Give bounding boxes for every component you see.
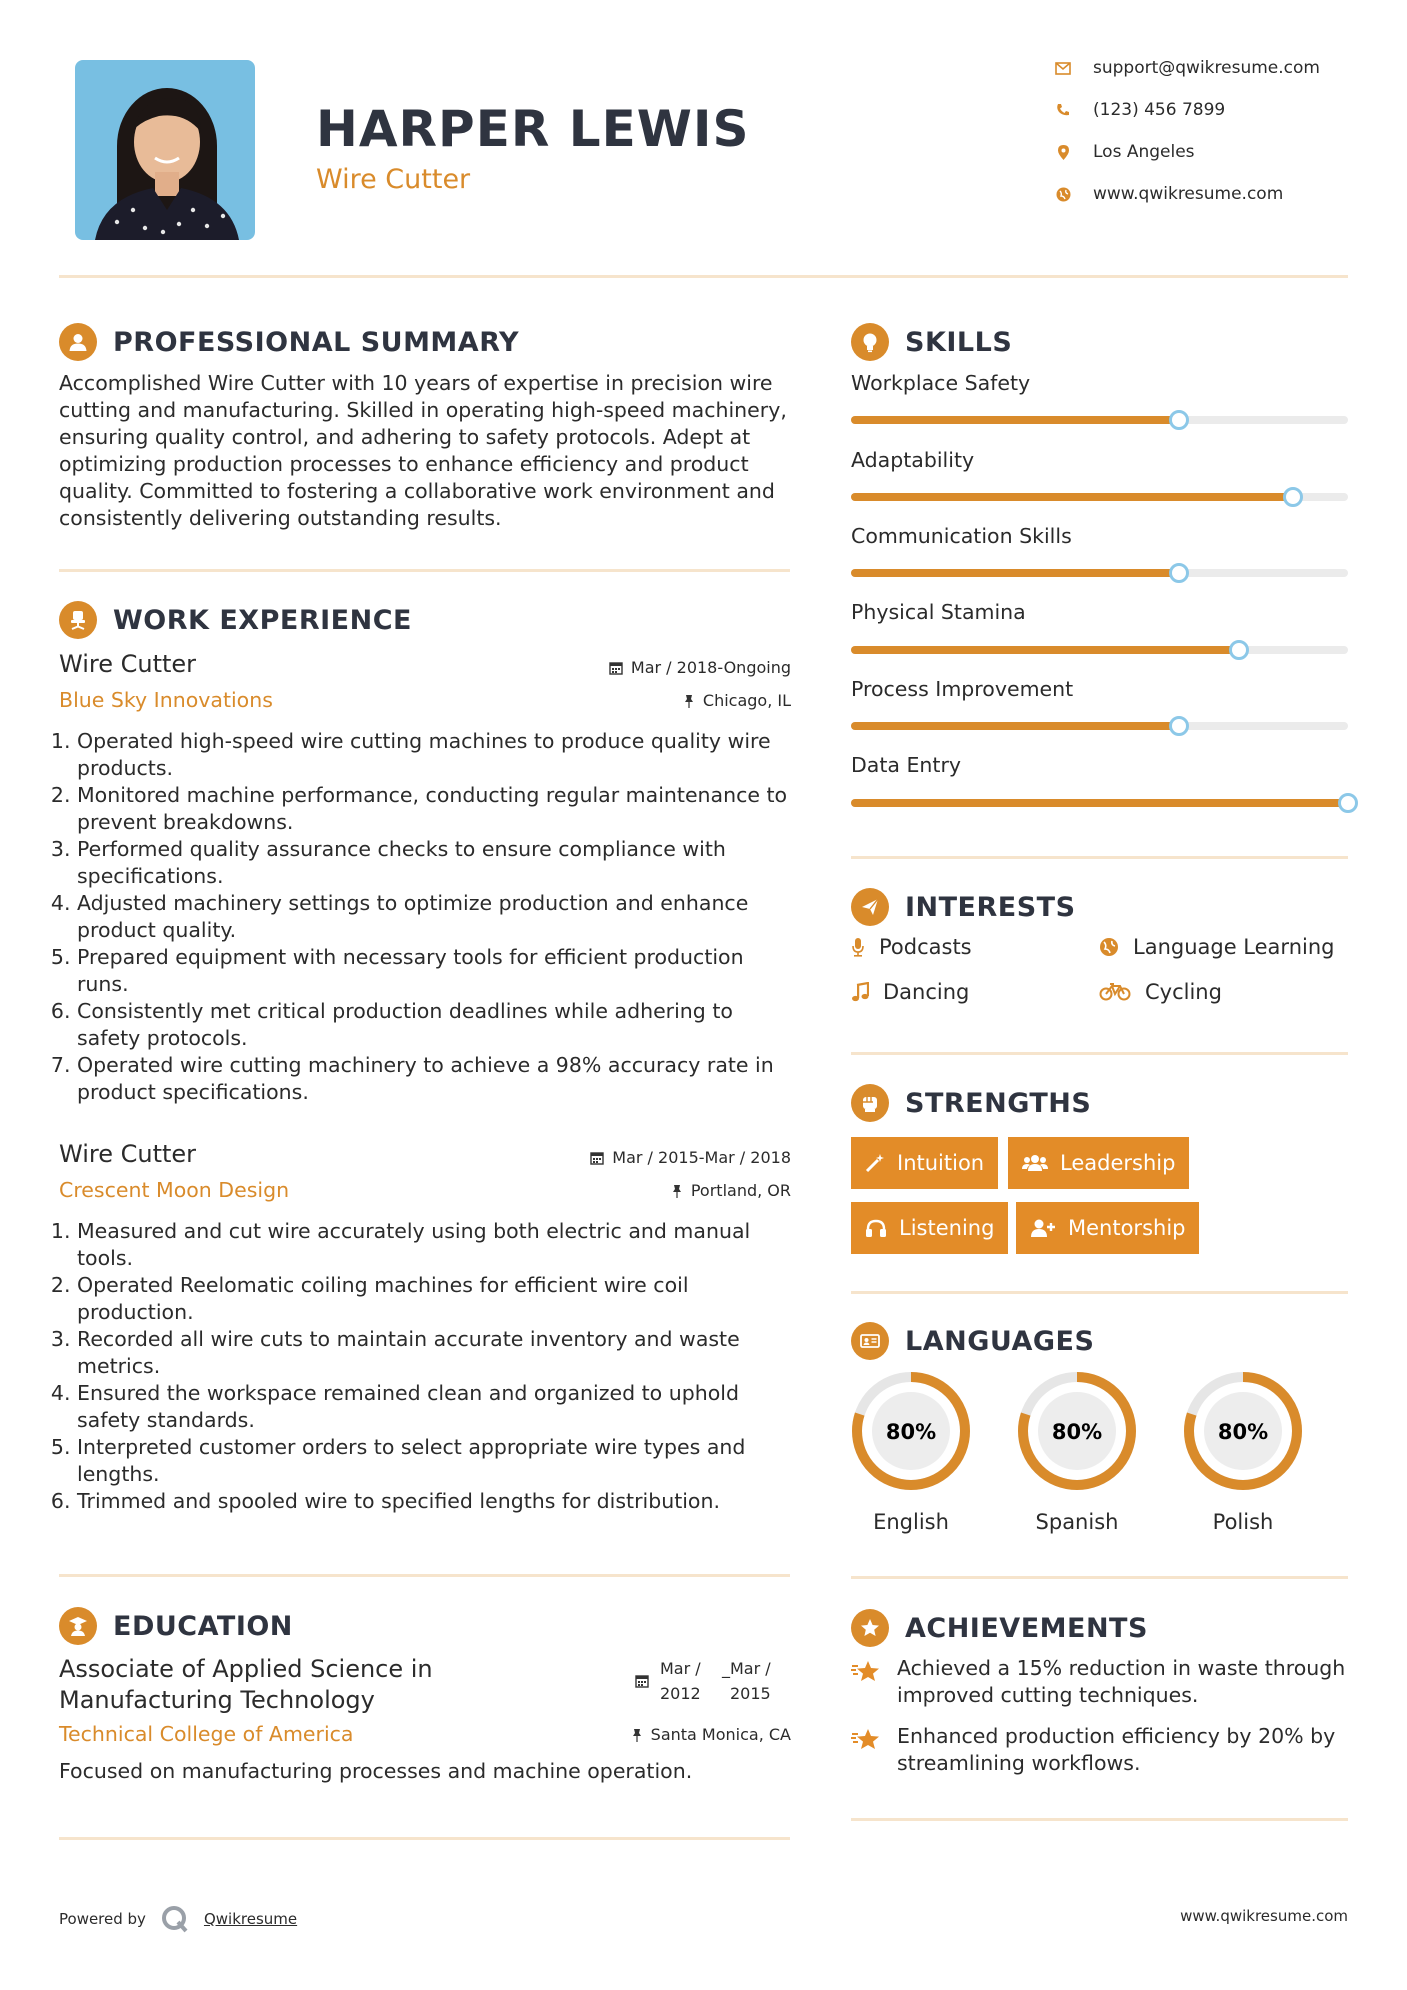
summary-heading-text: PROFESSIONAL SUMMARY (113, 326, 520, 358)
languages-heading (851, 1322, 1094, 1360)
achievement-item (851, 1723, 1348, 1777)
language-ring (848, 1368, 974, 1494)
skill-bar-fill (851, 799, 1348, 807)
contact-email[interactable] (1055, 58, 1320, 78)
strengths-heading (851, 1084, 1091, 1122)
education-location (540, 1725, 791, 1744)
interest-label: Cycling (1145, 980, 1222, 1004)
job-2-bullet: 5. Interpreted customer orders to select appropriate wire types and lengths. (77, 1434, 794, 1488)
education-start-month: Mar / (660, 1659, 701, 1678)
header-divider (59, 275, 1348, 278)
interest-item (851, 980, 969, 1004)
skills-heading-text: SKILLS (905, 326, 1013, 358)
contact-location (1055, 142, 1195, 162)
microphone-icon (851, 937, 865, 957)
achievements-heading (851, 1609, 1148, 1647)
interests-divider (851, 1052, 1348, 1055)
skill-bar-knob (1338, 793, 1358, 813)
job-2-company: Crescent Moon Design (59, 1178, 290, 1202)
job-2-dates (520, 1148, 791, 1167)
globe-icon (1099, 937, 1119, 957)
envelope-icon (1055, 60, 1071, 76)
job-1-bullet: 2. Monitored machine performance, conducting regular maintenance to prevent breakdowns. (77, 782, 794, 836)
job-1-bullet: 1. Operated high-speed wire cutting machines to produce quality wire products. (77, 728, 794, 782)
education-heading-text: EDUCATION (113, 1610, 293, 1642)
skill-label: Workplace Safety (851, 371, 1031, 395)
pushpin-icon (671, 1184, 683, 1198)
strengths-heading-text: STRENGTHS (905, 1087, 1092, 1119)
skills-divider (851, 856, 1348, 859)
graduate-icon (59, 1607, 97, 1645)
skill-label: Data Entry (851, 753, 962, 777)
language-label: English (873, 1510, 949, 1534)
language-ring (1014, 1368, 1140, 1494)
experience-heading (59, 601, 412, 639)
pushpin-icon (631, 1728, 643, 1742)
job-2-bullet: 2. Operated Reelomatic coiling machines for efficient wire coil production. (77, 1272, 794, 1326)
skill-bar-knob (1169, 563, 1189, 583)
education-end-date (722, 1656, 771, 1706)
office-chair-icon (59, 601, 97, 639)
job-2-bullet: 3. Recorded all wire cuts to maintain accurate inventory and waste metrics. (77, 1326, 794, 1380)
job-2-location-text: Portland, OR (690, 1181, 791, 1200)
strength-tag (1008, 1137, 1189, 1189)
job-1-bullet: 5. Prepared equipment with necessary tools for efficient production runs. (77, 944, 794, 998)
skill-label: Process Improvement (851, 677, 1074, 701)
achievement-item (851, 1655, 1348, 1709)
strength-tag (851, 1137, 998, 1189)
language-ring (1180, 1368, 1306, 1494)
calendar-icon (635, 1673, 649, 1692)
achievements-heading-text: ACHIEVEMENTS (905, 1612, 1148, 1644)
job-2-bullet: 1. Measured and cut wire accurately using both electric and manual tools. (77, 1218, 794, 1272)
powered-by-label: Powered by (59, 1910, 146, 1928)
contact-phone-text: (123) 456 7899 (1093, 100, 1226, 120)
strength-label: Listening (899, 1216, 995, 1240)
contact-location-text: Los Angeles (1093, 142, 1195, 162)
skill-bar-fill (851, 493, 1293, 501)
languages-heading-text: LANGUAGES (905, 1325, 1095, 1357)
interests-heading-text: INTERESTS (905, 891, 1076, 923)
job-1-bullet: 6. Consistently met critical production deadlines while adhering to safety protocols. (77, 998, 794, 1052)
skill-bar (851, 799, 1348, 807)
skill-label: Communication Skills (851, 524, 1072, 548)
job-1-bullet: 3. Performed quality assurance checks to ensure compliance with specifications. (77, 836, 794, 890)
interest-label: Dancing (883, 980, 970, 1004)
job-1-company: Blue Sky Innovations (59, 688, 273, 712)
strength-label: Mentorship (1068, 1216, 1186, 1240)
language-percent: 80% (885, 1420, 937, 1444)
job-1-title: Wire Cutter (59, 650, 197, 678)
skill-bar (851, 722, 1348, 730)
job-2-location (540, 1181, 791, 1200)
footer-powered-by (59, 1904, 297, 1934)
education-divider (59, 1837, 790, 1840)
qwikresume-logo-icon (160, 1904, 190, 1934)
star-badge-icon (851, 1609, 889, 1647)
strengths-divider (851, 1291, 1348, 1294)
achievement-text: Achieved a 15% reduction in waste through improved cutting techniques. (897, 1656, 1346, 1707)
strength-tag (1016, 1202, 1199, 1254)
education-heading (59, 1607, 293, 1645)
summary-text: Accomplished Wire Cutter with 10 years of expertise in precision wire cutting and manufacturing. Skilled in operating high-speed machinery, ensuring quality control, and adhering to safety protocols. Adept at optimizing production processes to enhance efficiency and product quality. Committed to fostering a collaborative work environment and consistently delivering outstanding results. (59, 371, 787, 530)
candidate-name: HARPER LEWIS (316, 100, 750, 158)
pushpin-icon (683, 694, 695, 708)
job-2-title: Wire Cutter (59, 1140, 197, 1168)
job-1-dates (540, 658, 791, 677)
achievement-text: Enhanced production efficiency by 20% by streamlining workflows. (897, 1724, 1336, 1775)
job-1-bullets (59, 728, 794, 1106)
languages-divider (851, 1576, 1348, 1579)
education-location-text: Santa Monica, CA (650, 1725, 791, 1744)
user-plus-icon (1030, 1218, 1056, 1238)
language-item (1014, 1368, 1147, 1534)
lightbulb-icon (851, 323, 889, 361)
summary-heading (59, 323, 519, 361)
language-percent: 80% (1051, 1420, 1103, 1444)
language-label: Spanish (1035, 1510, 1119, 1534)
user-icon (59, 323, 97, 361)
skill-bar (851, 569, 1348, 577)
strength-tag (851, 1202, 1008, 1254)
strength-label: Leadership (1060, 1151, 1176, 1175)
skill-bar-fill (851, 569, 1179, 577)
language-item (848, 1368, 981, 1534)
education-school: Technical College of America (59, 1722, 354, 1746)
music-note-icon (851, 982, 869, 1002)
bicycle-icon (1099, 983, 1131, 1001)
interest-label: Podcasts (879, 935, 972, 959)
star-icon (851, 1659, 883, 1685)
job-1-bullet: 7. Operated wire cutting machinery to achieve a 98% accuracy rate in product specifications. (77, 1052, 794, 1106)
skill-bar-knob (1229, 640, 1249, 660)
education-end-month: _Mar / (722, 1659, 771, 1678)
education-end-year: 2015 (730, 1684, 771, 1703)
job-1-location (540, 691, 791, 710)
skill-bar-knob (1169, 410, 1189, 430)
skill-bar (851, 646, 1348, 654)
calendar-icon (609, 661, 623, 675)
skill-bar (851, 493, 1348, 501)
skill-label: Physical Stamina (851, 600, 1026, 624)
fist-icon (851, 1084, 889, 1122)
footer-url[interactable]: www.qwikresume.com (1180, 1907, 1348, 1925)
interest-label: Language Learning (1133, 935, 1335, 959)
paper-plane-icon (851, 888, 889, 926)
star-icon (851, 1727, 883, 1753)
language-item (1180, 1368, 1313, 1534)
job-2-dates-text: Mar / 2015-Mar / 2018 (612, 1148, 791, 1167)
id-card-icon (851, 1322, 889, 1360)
language-label: Polish (1212, 1510, 1274, 1534)
interest-item (1099, 980, 1222, 1004)
education-start-date (660, 1656, 701, 1706)
experience-divider (59, 1574, 790, 1577)
education-description: Focused on manufacturing processes and machine operation. (59, 1759, 693, 1783)
achievements-divider (851, 1818, 1348, 1821)
education-degree-line-2: Manufacturing Technology (59, 1686, 375, 1714)
calendar-icon (590, 1151, 604, 1165)
contact-phone[interactable] (1055, 100, 1225, 120)
language-percent: 80% (1217, 1420, 1269, 1444)
education-degree-line-1: Associate of Applied Science in (59, 1655, 433, 1683)
skill-bar (851, 416, 1348, 424)
map-pin-icon (1055, 144, 1071, 160)
contact-website[interactable] (1055, 184, 1283, 204)
skill-bar-fill (851, 646, 1239, 654)
education-degree (59, 1654, 433, 1716)
job-1-location-text: Chicago, IL (702, 691, 791, 710)
contact-email-text: support@qwikresume.com (1093, 58, 1320, 78)
users-icon (1022, 1153, 1048, 1173)
candidate-title: Wire Cutter (316, 164, 471, 195)
phone-icon (1055, 102, 1071, 118)
globe-icon (1055, 186, 1071, 202)
job-2-bullets (59, 1218, 794, 1515)
skill-label: Adaptability (851, 448, 975, 472)
job-2-bullet: 6. Trimmed and spooled wire to specified lengths for distribution. (77, 1488, 794, 1515)
education-start-year: 2012 (660, 1684, 701, 1703)
profile-photo (75, 60, 255, 240)
interest-item (1099, 935, 1334, 959)
skill-bar-knob (1283, 487, 1303, 507)
qwikresume-link[interactable]: Qwikresume (203, 1910, 298, 1928)
interests-heading (851, 888, 1076, 926)
interest-item (851, 935, 972, 959)
strength-label: Intuition (897, 1151, 985, 1175)
summary-divider (59, 569, 790, 572)
magic-wand-icon (865, 1153, 885, 1173)
job-2-bullet: 4. Ensured the workspace remained clean and organized to uphold safety standards. (77, 1380, 794, 1434)
experience-heading-text: WORK EXPERIENCE (113, 604, 412, 636)
skill-bar-fill (851, 722, 1179, 730)
skill-bar-knob (1169, 716, 1189, 736)
skill-bar-fill (851, 416, 1179, 424)
job-1-bullet: 4. Adjusted machinery settings to optimize production and enhance product quality. (77, 890, 794, 944)
skills-heading (851, 323, 1012, 361)
job-1-dates-text: Mar / 2018-Ongoing (630, 658, 791, 677)
contact-website-text: www.qwikresume.com (1093, 184, 1284, 204)
headphones-icon (865, 1218, 887, 1238)
